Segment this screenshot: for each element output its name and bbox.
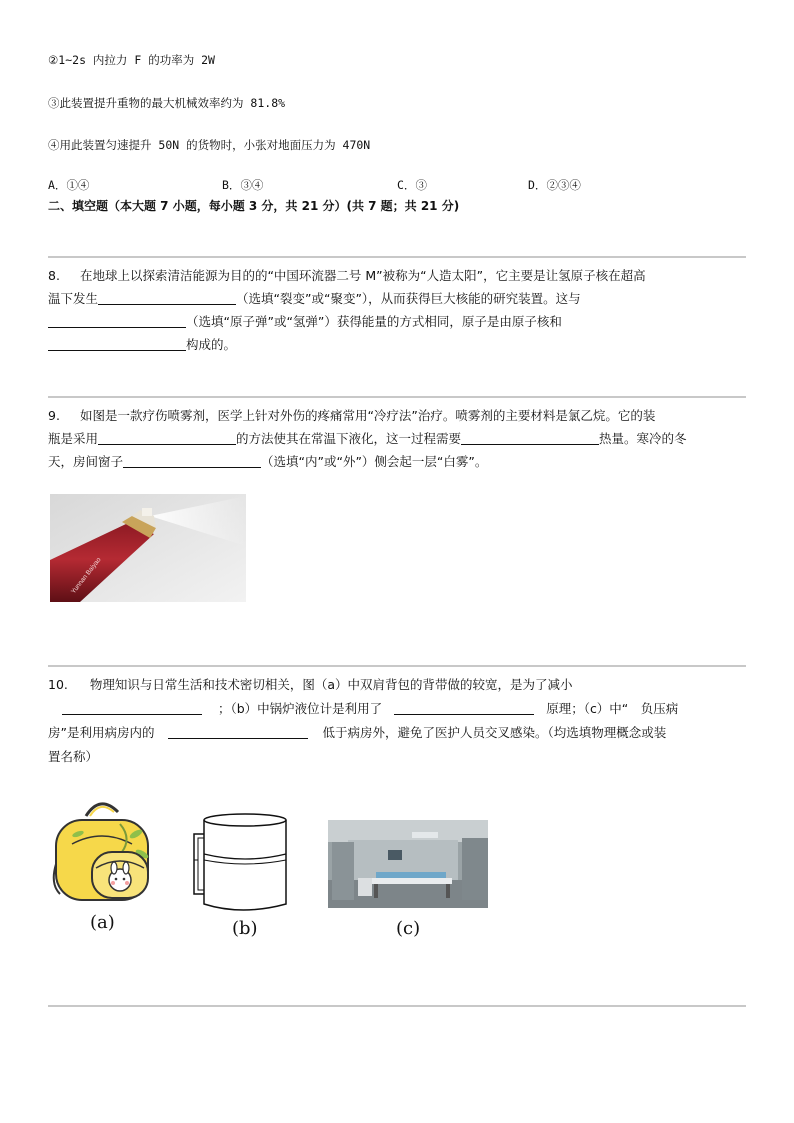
q10-line-2: ；（b）中锅炉液位计是利用了 原理；（c）中“ 负压病 <box>48 701 678 717</box>
statement-4: ④用此装置匀速提升 50N 的货物时，小张对地面压力为 470N <box>48 138 371 152</box>
q10-line-4: 置名称） <box>48 749 99 764</box>
statement-2: ②1~2s 内拉力 F 的功率为 2W <box>48 53 215 67</box>
boiler-gauge-diagram <box>190 812 294 912</box>
q8-line-1: 8. 在地球上以探索清洁能源为目的的“中国环流器二号 M”被称为“人造太阳”，它主要是让氢原子核在超高 <box>48 268 646 283</box>
divider <box>48 256 746 258</box>
divider <box>48 1005 746 1007</box>
answer-blank[interactable] <box>98 432 236 445</box>
divider <box>48 665 746 667</box>
answer-blank[interactable] <box>48 338 186 351</box>
q10-line-3: 房”是利用病房内的 低于病房外，避免了医护人员交叉感染。（均选填物理概念或装 <box>48 725 667 740</box>
q10-line-1: 10. 物理知识与日常生活和技术密切相关，图（a）中双肩背包的背带做的较宽，是为了减小 <box>48 677 573 692</box>
answer-blank[interactable] <box>168 726 308 739</box>
answer-blank[interactable] <box>62 702 202 715</box>
question-number: 8. <box>48 268 60 283</box>
answer-blank[interactable] <box>461 432 599 445</box>
statement-3: ③此装置提升重物的最大机械效率约为 81.8% <box>48 96 286 110</box>
section-title: 二、填空题（本大题 7 小题，每小题 3 分，共 21 分）(共 7 题；共 21 分) <box>48 199 460 213</box>
q9-line-1: 9. 如图是一款疗伤喷雾剂，医学上针对外伤的疼痛常用“冷疗法”治疗。喷雾剂的主要材料是氯乙烷。它的装 <box>48 408 656 423</box>
option-d: D．②③④ <box>528 178 581 192</box>
question-number: 10. <box>48 677 68 692</box>
question-number: 9. <box>48 408 60 423</box>
q9-line-3: 天，房间窗子 （选填“内”或“外”）侧会起一层“白雾”。 <box>48 454 488 469</box>
figure-caption-b: (b) <box>232 918 258 939</box>
option-c: C．③ <box>397 178 427 192</box>
figure-caption-a: (a) <box>90 912 115 933</box>
q9-line-2: 瓶是采用 的方法使其在常温下液化，这一过程需要 热量。寒冷的冬 <box>48 431 687 446</box>
q8-line-3: （选填“原子弹”或“氢弹”）获得能量的方式相同，原子是由原子核和 <box>48 314 562 330</box>
q8-line-2: 温下发生 （选填“裂变”或“聚变”），从而获得巨大核能的研究装置。这与 <box>48 291 581 306</box>
can-label: Yunnan Baiyao <box>70 556 103 596</box>
q8-line-4: 构成的。 <box>48 337 236 353</box>
answer-blank[interactable] <box>394 702 534 715</box>
answer-blank[interactable] <box>48 315 186 328</box>
answer-blank[interactable] <box>123 455 261 468</box>
option-a: A．①④ <box>48 178 90 192</box>
figure-caption-c: (c) <box>396 918 421 939</box>
hospital-ward-image <box>328 820 488 908</box>
spray-can-image <box>50 494 246 602</box>
option-b: B．③④ <box>222 178 264 192</box>
backpack-image <box>52 794 162 904</box>
divider <box>48 396 746 398</box>
answer-blank[interactable] <box>98 292 236 305</box>
